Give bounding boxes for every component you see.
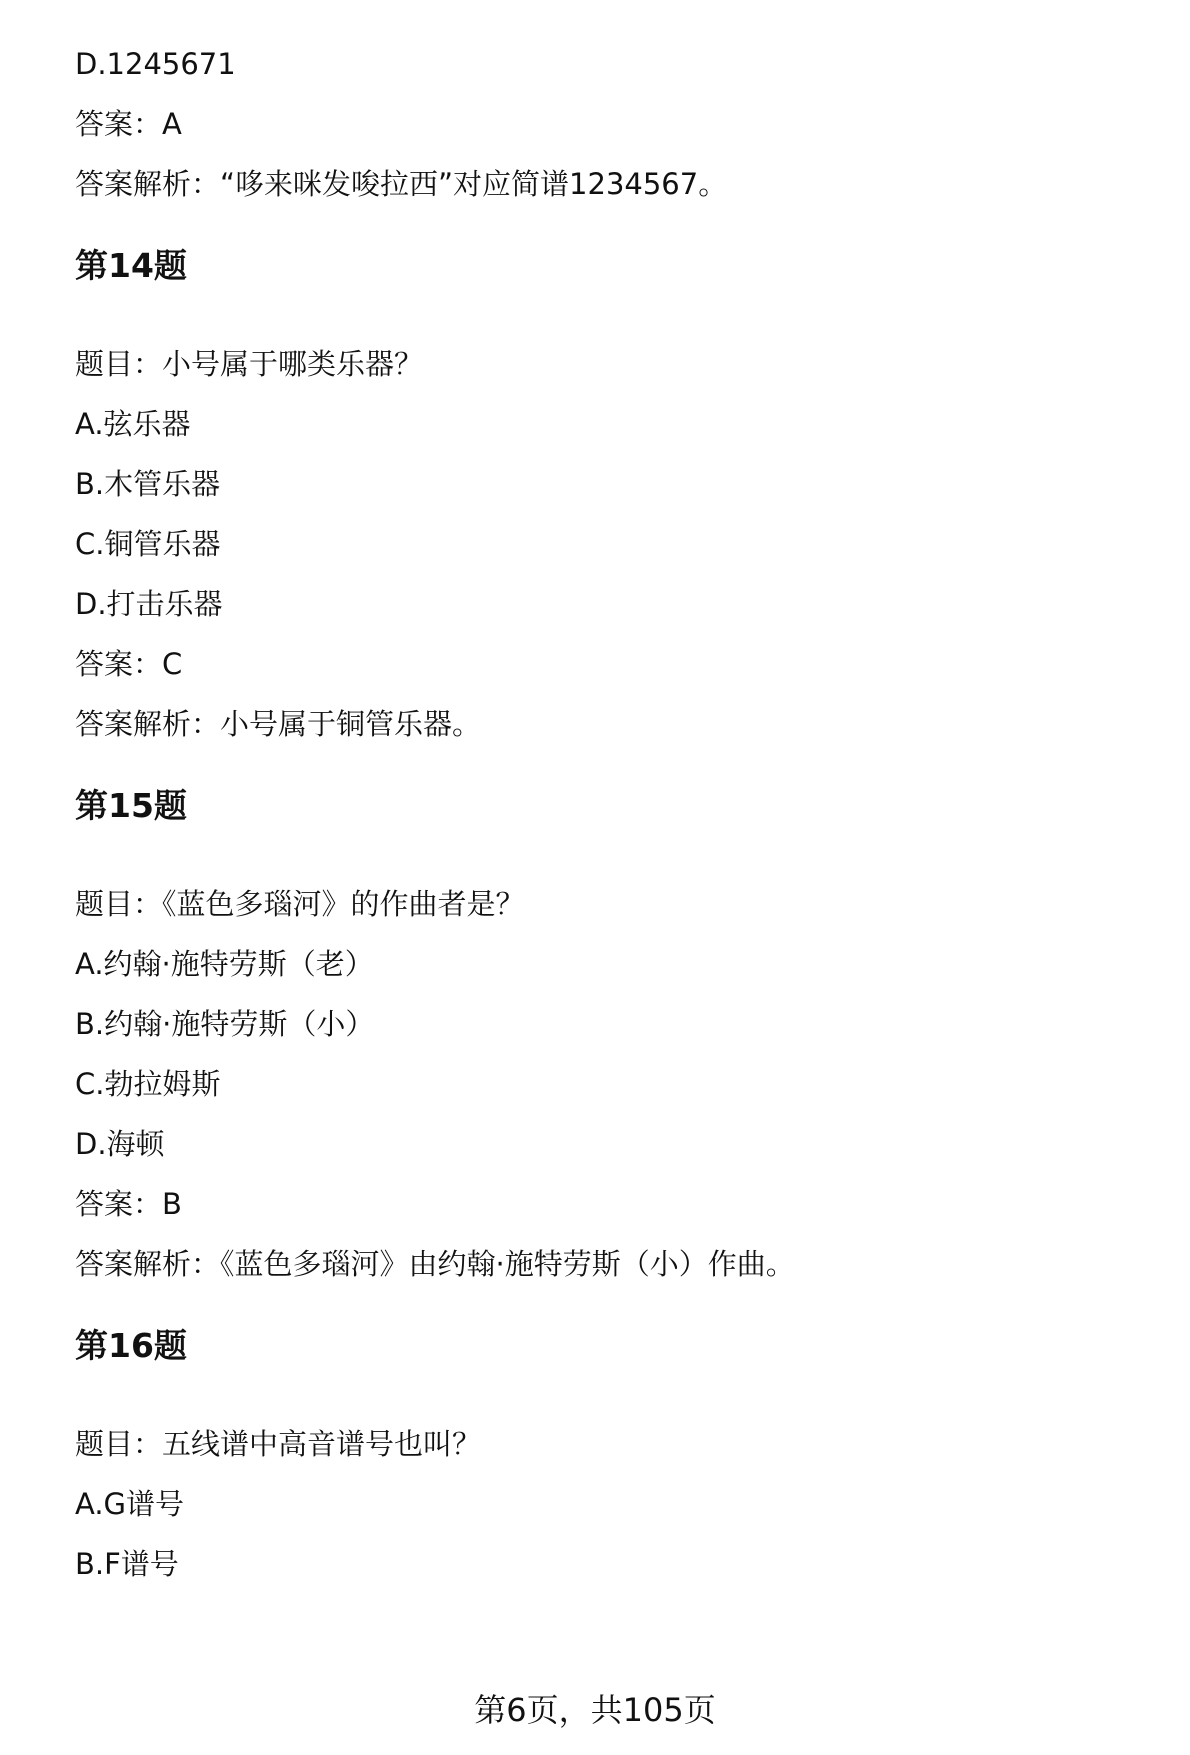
q16-option-a: A.G谱号 — [75, 1487, 185, 1521]
q14-heading: 第14题 — [75, 246, 187, 285]
q16-option-b: B.F谱号 — [75, 1547, 179, 1581]
q15-option-d: D.海顿 — [75, 1127, 165, 1161]
q15-option-a: A.约翰·施特劳斯（老） — [75, 947, 374, 981]
q14-option-c: C.铜管乐器 — [75, 527, 221, 561]
q13-explanation: 答案解析：“哆来咪发唆拉西”对应简谱1234567。 — [75, 167, 728, 201]
q13-option-d: D.1245671 — [75, 47, 236, 81]
q14-answer: 答案：C — [75, 647, 183, 681]
q16-question: 题目：五线谱中高音谱号也叫？ — [75, 1427, 482, 1461]
q14-option-d: D.打击乐器 — [75, 587, 223, 621]
q15-option-b: B.约翰·施特劳斯（小） — [75, 1007, 375, 1041]
document-page — [75, 44, 1115, 1604]
q15-option-c: C.勃拉姆斯 — [75, 1067, 221, 1101]
q14-explanation: 答案解析：小号属于铜管乐器。 — [75, 707, 482, 741]
page-indicator: 第6页，共105页 — [474, 1691, 716, 1729]
q13-answer: 答案：A — [75, 107, 182, 141]
q15-explanation: 答案解析：《蓝色多瑙河》由约翰·施特劳斯（小）作曲。 — [75, 1247, 795, 1281]
q14-option-b: B.木管乐器 — [75, 467, 221, 501]
q16-heading: 第16题 — [75, 1326, 187, 1365]
q15-heading: 第15题 — [75, 786, 187, 825]
q14-option-a: A.弦乐器 — [75, 407, 191, 441]
q14-question: 题目：小号属于哪类乐器？ — [75, 347, 424, 381]
q15-question: 题目：《蓝色多瑙河》的作曲者是？ — [75, 887, 525, 921]
q15-answer: 答案：B — [75, 1187, 182, 1221]
